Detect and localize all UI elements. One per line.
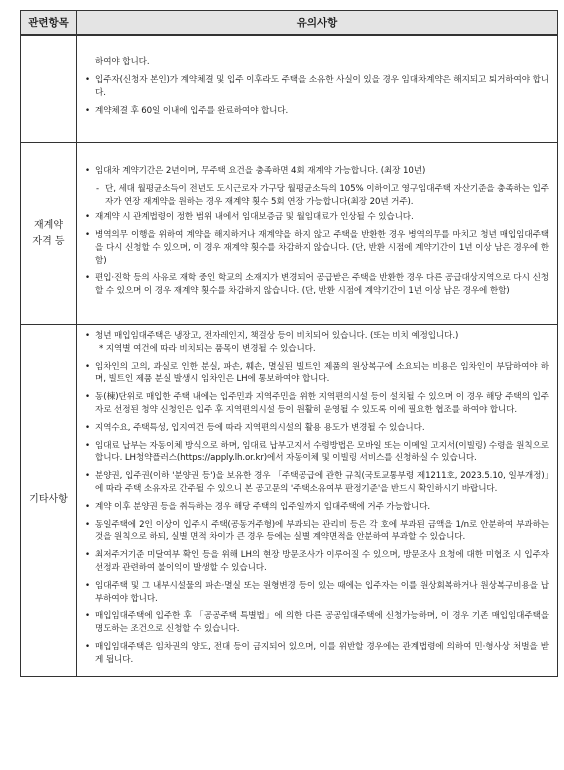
row-category bbox=[21, 143, 77, 325]
notice-table bbox=[20, 10, 558, 677]
list-item: 하여야 합니다. bbox=[95, 57, 150, 68]
list-item: • 매입임대주택에 입주한 후 「공공주택 특별법」에 의한 다른 공공임대주택에 신청가능하며, 이 경우 기존 매입임대주택을 명도하는 조건으로 신청할 수 있습니다. bbox=[83, 610, 549, 636]
header-notes: 유의사항 bbox=[77, 11, 558, 35]
list-item: • 재계약 시 관계법령이 정한 범위 내에서 임대보증금 및 월임대료가 인상될 수 있습니다. bbox=[83, 211, 549, 224]
row-category-empty bbox=[21, 35, 77, 143]
table-row bbox=[21, 143, 558, 325]
notice-page bbox=[20, 10, 558, 677]
list-item: • 매입임대주택은 임차권의 양도, 전대 등이 금지되어 있으며, 이를 위반할 경우에는 관계법령에 의하여 민·형사상 처벌을 받게 됩니다. bbox=[83, 641, 549, 667]
table-row bbox=[21, 325, 558, 677]
header-category: 관련항목 bbox=[21, 11, 77, 35]
list-item: • 임차인의 고의, 과실로 인한 분실, 파손, 훼손, 멸실된 빌트인 제품의 원상복구에 소요되는 비용은 임차인이 부담하여야 하며, 빌트인 제품 분실 발생시 임차인은 LH에 통보하여야 합니다. bbox=[83, 361, 549, 387]
list-item: • 지역수요, 주택특성, 입지여건 등에 따라 지역편의시설의 활용 용도가 변경될 수 있습니다. bbox=[83, 422, 549, 435]
sub-item: - 단, 세대 월평균소득이 전년도 도시근로자 가구당 월평균소득의 105% 이하이고 영구임대주택 자산기준을 충족하는 입주자가 연장 재계약을 원하는 경우 재계약 횟수 5회 연장 가능합니다(최장 20년 거주). bbox=[83, 183, 549, 209]
row-content bbox=[77, 143, 558, 325]
list-item: • 동일주택에 2인 이상이 입주시 주택(공동거주형)에 부과되는 관리비 등은 각 호에 부과된 금액을 1/n로 안분하여 부과하는 것을 원칙으로 하되, 실별 면적 차이가 큰 경우 등에는 실별 계약면적을 안분하여 부과할 수 있습니다. bbox=[83, 519, 549, 545]
category-line: 재계약 bbox=[34, 219, 63, 231]
list-item: • 임대료 납부는 자동이체 방식으로 하며, 임대료 납부고지서 수령방법은 모바일 또는 이메일 고지서(이빌링) 수령을 원칙으로 합니다. LH청약플러스(https://apply.lh.or.kr)에서 자동이체 및 이빌링 서비스를 신청하실 수 있습니다. bbox=[83, 440, 549, 466]
list-item: • 임대차 계약기간은 2년이며, 무주택 요건을 충족하면 4회 재계약 가능합니다. (최장 10년) bbox=[83, 165, 549, 178]
row-content bbox=[77, 325, 558, 677]
table-header-row bbox=[21, 11, 558, 35]
item-text: 청년 매입임대주택은 냉장고, 전자레인지, 책걸상 등이 비치되어 있습니다. (또는 비치 예정입니다.) bbox=[95, 331, 459, 341]
list-item bbox=[83, 330, 549, 356]
list-item: • 최저주거기준 미달여부 확인 등을 위해 LH의 현장 방문조사가 이루어질 수 있으며, 방문조사 요청에 대한 미협조 시 입주자 선정과 관련하여 불이익이 발생할 수 있습니다. bbox=[83, 549, 549, 575]
list-item: • 임대주택 및 그 내부시설물의 파손·멸실 또는 원형변경 등이 있는 때에는 입주자는 이를 원상회복하거나 원상복구비용을 납부하여야 합니다. bbox=[83, 580, 549, 606]
item-note: * 지역별 여건에 따라 비치되는 품목이 변경될 수 있습니다. bbox=[99, 343, 316, 354]
list-item: • 계약 이후 분양권 등을 취득하는 경우 해당 주택의 입주일까지 임대주택에 거주 가능합니다. bbox=[83, 501, 549, 514]
list-item: • 병역의무 이행을 위하여 계약을 해지하거나 재계약을 하지 않고 주택을 반환한 경우 병역의무를 마치고 청년 매입임대주택을 다시 신청할 수 있으며, 이 경우 재계약 횟수를 차감하지 않습니다. (단, 반환 시점에 계약기간이 1년 이상 남은 경우에 한함) bbox=[83, 229, 549, 267]
list-item: • 계약체결 후 60일 이내에 입주를 완료하여야 합니다. bbox=[83, 105, 549, 118]
list-item: • 입주자(신청자 본인)가 계약체결 및 입주 이후라도 주택을 소유한 사실이 있을 경우 임대차계약은 해지되고 퇴거하여야 합니다. bbox=[83, 74, 549, 100]
row-content bbox=[77, 35, 558, 143]
list-item: • 동(棟)단위로 매입한 주택 내에는 입주민과 지역주민을 위한 지역편의시설 등이 설치될 수 있으며 이 경우 해당 주택의 입주자로 선정된 청약 신청인은 입주 후 지역편의시설 등이 원활히 운영될 수 있도록 이에 필요한 협조를 하여야 합니다. bbox=[83, 391, 549, 417]
row-category: 기타사항 bbox=[21, 325, 77, 677]
category-line: 자격 등 bbox=[32, 235, 65, 247]
list-item: • 편입·진학 등의 사유로 재학 중인 학교의 소재지가 변경되어 공급받은 주택을 반환한 경우 다른 공급대상지역으로 다시 신청할 수 있으며 이 경우 재계약 횟수를 차감하지 않습니다. (단, 반환 시점에 계약기간이 1년 이상 남은 경우에 한함) bbox=[83, 272, 549, 298]
table-row bbox=[21, 35, 558, 143]
list-item: • 분양권, 입주권(이하 '분양권 등')을 보유한 경우 「주택공급에 관한 규칙(국토교통부령 제1211호, 2023.5.10, 일부개정)」에 따라 주택 소유자로 간주될 수 있으니 본 공고문의 '주택소유여부 판정기준'을 반드시 확인하시기 바랍니다. bbox=[83, 470, 549, 496]
